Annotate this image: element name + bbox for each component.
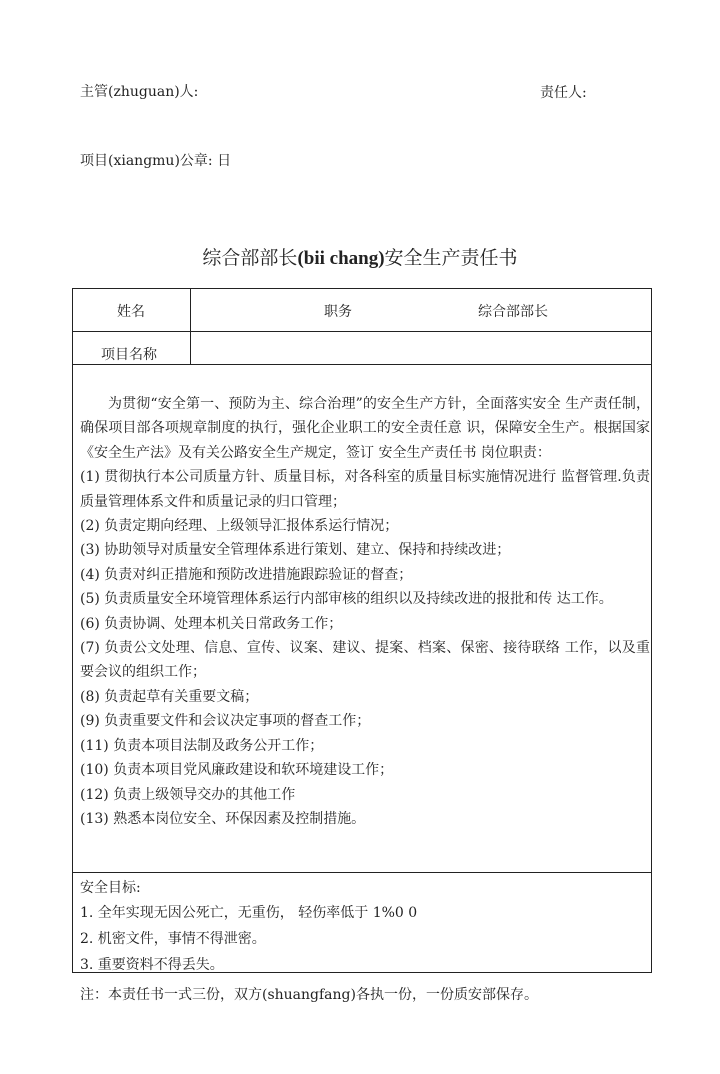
safety-goal-item: 1. 全年实现无因公死亡，无重伤， 轻伤率低于 1%0 0 xyxy=(80,905,418,921)
title-suffix: 安全生产责任书 xyxy=(384,247,518,269)
duty-item: (6) 负责协调、处理本机关日常政务工作； xyxy=(80,615,343,632)
title-prefix: 综合部部长 xyxy=(202,247,298,269)
duty-item: (8) 负责起草有关重要文稿； xyxy=(80,688,259,705)
safety-goals-label: 安全目标: xyxy=(80,880,141,896)
project-name-label: 项目名称 xyxy=(101,347,157,363)
duty-item: (11) 负责本项目法制及政务公开工作； xyxy=(80,737,324,754)
table-divider xyxy=(190,288,191,365)
duty-item: (9) 负责重要文件和会议决定事项的督查工作； xyxy=(80,713,371,730)
safety-goals xyxy=(72,872,652,973)
seal-date-label: 项目(xiangmu)公章: 日 xyxy=(80,153,232,169)
title-pinyin: (bii chang) xyxy=(297,248,385,269)
footnote: 注：本责任书一式三份，双方(shuangfang)各执一份，一份质安部保存。 xyxy=(80,987,538,1003)
safety-goal-item: 2. 机密文件，事情不得泄密。 xyxy=(80,931,266,947)
duty-item: (13) 熟悉本岗位安全、环保因素及控制措施。 xyxy=(80,810,366,827)
table-divider xyxy=(72,364,652,365)
name-label: 姓名 xyxy=(117,304,145,320)
duty-item: (2) 负责定期向经理、上级领导汇报体系运行情况； xyxy=(80,518,399,535)
duties-intro: 为贯彻“安全第一、预防为主、综合治理”的安全生产方针，全面落实安全 生产责任制，确保项目部各项规章制度的执行，强化企业职工的安全责任意 识，保障安全生产。根据国家《安全生产法》及有关公路安全生产规定，签订 安全生产责任书 岗位职责： xyxy=(80,396,650,461)
duty-item: (12) 负责上级领导交办的其他工作 xyxy=(80,786,296,803)
supervisor-label: 主管(zhuguan)人: xyxy=(80,84,199,100)
duty-item: (5) 负责质量安全环境管理体系运行内部审核的组织以及持续改进的报批和传 达工作。 xyxy=(80,591,613,608)
duty-item: (3) 协助领导对质量安全管理体系进行策划、建立、保持和持续改进； xyxy=(80,542,511,559)
safety-goal-item: 3. 重要资料不得丢失。 xyxy=(80,957,224,973)
duty-item: (10) 负责本项目党风廉政建设和软环境建设工作； xyxy=(80,762,394,779)
duty-item: (7) 负责公文处理、信息、宣传、议案、建议、提案、档案、保密、接待联络 工作，以及重要会议的组织工作； xyxy=(80,640,650,681)
table-divider xyxy=(72,331,652,332)
duty-item: (1) 贯彻执行本公司质量方针、质量目标，对各科室的质量目标实施情况进行 监督管理.负责质量管理体系文件和质量记录的归口管理； xyxy=(80,469,650,510)
position-value: 综合部部长 xyxy=(478,304,548,320)
duties-section xyxy=(80,392,650,831)
responsible-label: 责任人: xyxy=(540,85,587,101)
position-label: 职务 xyxy=(324,304,352,320)
document-title xyxy=(0,243,720,270)
duty-item: (4) 负责对纠正措施和预防改进措施跟踪验证的督查； xyxy=(80,566,413,583)
